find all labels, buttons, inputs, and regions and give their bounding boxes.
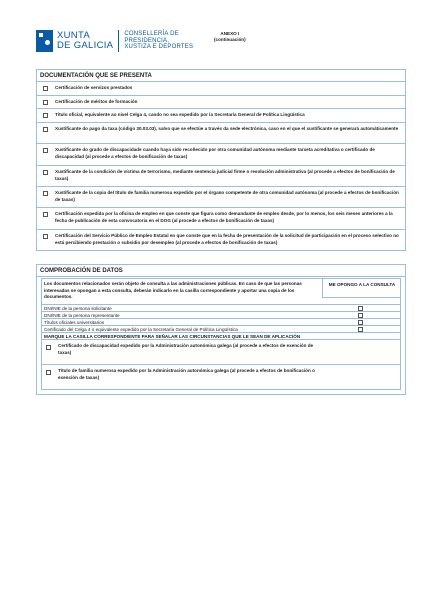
doc-checkbox[interactable] — [43, 212, 48, 217]
divider — [37, 276, 405, 277]
logo-text — [57, 31, 113, 51]
doc-item-label: Xustificante de la copia del título de familia numerosa expedido por el órgano competente de otra comunidad autónoma (al procede a efectos de bonificación de taxas) — [55, 190, 399, 202]
doc-checkbox[interactable] — [43, 127, 48, 132]
dept-line-2: PRESIDENCIA, — [124, 37, 170, 44]
doc-item — [37, 165, 405, 185]
doc-item — [37, 95, 405, 108]
circumstance-label: Título de familia numerosa expedido por la Administración autonómica galega (al procede a efectos de bonificación o exención de taxas) — [58, 368, 315, 380]
doc-item-label: Título oficial, equivalente ao nivel Celga 4, cando no sea expedido por la Secretaría General de Política Lingüística — [55, 112, 305, 117]
doc-item-label: Xustificante do pago da taxa (código 30.03.03), salvo que se efectúe a través da sede electrónica, caso en el que el xustificante se generará automáticamente — [55, 126, 399, 131]
circumstances-heading: MARQUE LA CASILLA CORRESPONDIENTE PARA SEÑALAR LAS CIRCUNSTANCIAS QUE LE SEAN DE APLICACIÓN — [44, 333, 301, 339]
doc-checkbox[interactable] — [43, 86, 48, 91]
consultation-row-label: DNI/NIE de la persona solicitante — [44, 305, 112, 311]
annex-title: ANEXO I — [220, 31, 240, 36]
doc-item — [37, 108, 405, 121]
documentation-title: DOCUMENTACIÓN QUE SE PRESENTA — [40, 73, 152, 79]
doc-item — [37, 143, 405, 164]
dept-line-1: CONSELLERÍA DE — [124, 31, 179, 38]
doc-checkbox[interactable] — [43, 100, 48, 105]
documentation-section — [36, 69, 406, 251]
consultation-row — [42, 311, 400, 318]
doc-item-label: Xustificante de la condición de víctima de terrorismo, mediante sentencia judicial firme o resolución administrativa (al procede a efectos de bonificación de taxas) — [55, 169, 395, 181]
data-check-section — [36, 264, 406, 395]
data-check-title: COMPROBACIÓN DE DATOS — [40, 268, 123, 274]
doc-item — [37, 186, 405, 206]
consultation-row-label: Títulos oficiales universitarios — [44, 319, 104, 325]
doc-item-label: Xustificante do grado de discapacidade cuando haya sido recoñecido por otra comunidad autónoma mediante tarxeta acreditativa o certificado de discapacidad (al procede a efectos de bonificación de taxas) — [55, 147, 375, 159]
consultation-row — [42, 325, 400, 332]
doc-checkbox[interactable] — [43, 234, 48, 239]
opt-out-column-header: ME OPONGO A LA CONSULTA — [322, 279, 401, 298]
dept-line-3: XUSTIZA E DEPORTES — [124, 44, 194, 51]
circumstance-item — [42, 339, 400, 364]
annex-subtitle: (continuación) — [214, 37, 246, 42]
consultation-table — [41, 278, 401, 390]
xunta-emblem-icon — [36, 30, 53, 52]
doc-item-label: Certificación del Servicio Público de Empleo Estatal en que conste que en la fecha de presentación de la solicitud de participación en el proceso selectivo no está percibiendo prestación o subsidio por desempleo (al procede a efectos de bonificación de taxas) — [55, 233, 399, 245]
xunta-logo — [36, 30, 193, 52]
page-header — [36, 30, 406, 56]
logo-line-2: DE GALICIA — [57, 40, 114, 51]
doc-item — [37, 122, 405, 142]
doc-checkbox[interactable] — [43, 170, 48, 175]
annex-label — [214, 31, 246, 43]
divider — [37, 81, 405, 82]
doc-item-label: Certificación de méritos de formación — [55, 99, 138, 104]
circumstance-label: Certificado de discapacidad expedido por la Administración autonómica galega (al procede a efectos de exención de taxas) — [58, 343, 314, 355]
doc-item-label: Certificación expedida por la oficina de empleo en que conste que figura como demandante de empleo desde, por lo menos, los seis meses anteriores a la fecha de publicación de esta convocatoria en el DOG (al procede a efectos de bonificación de taxas) — [55, 211, 393, 223]
doc-item-label: Certificación de servizos prestados — [55, 85, 133, 90]
logo-line-1: XUNTA — [57, 30, 90, 41]
circumstance-checkbox[interactable] — [46, 345, 51, 350]
circumstance-checkbox[interactable] — [46, 370, 51, 375]
doc-item — [37, 207, 405, 228]
consultation-row — [42, 304, 400, 311]
circumstances-heading-row — [42, 332, 400, 339]
consultation-intro: Los documentos relacionados serán objeto de consulta a las administraciones públicas. En caso de que las personas interesadas se opongan a esta consulta, deberán indicarlo en la casilla correspondiente y aportar una copia de los documentos. — [44, 281, 302, 300]
doc-checkbox[interactable] — [43, 191, 48, 196]
logo-divider — [118, 30, 119, 52]
consultation-row-label: Certificado del Celga 4 o equivalente expedido por la Secretaría General de Política Lingüística — [44, 326, 238, 332]
circumstance-item — [42, 364, 400, 390]
consultation-row — [42, 318, 400, 325]
doc-checkbox[interactable] — [43, 113, 48, 118]
doc-item — [37, 84, 405, 94]
doc-item — [37, 229, 405, 251]
doc-checkbox[interactable] — [43, 148, 48, 153]
consultation-row-label: DNI/NIE de la persona representante — [44, 312, 120, 318]
department-name — [124, 31, 193, 51]
